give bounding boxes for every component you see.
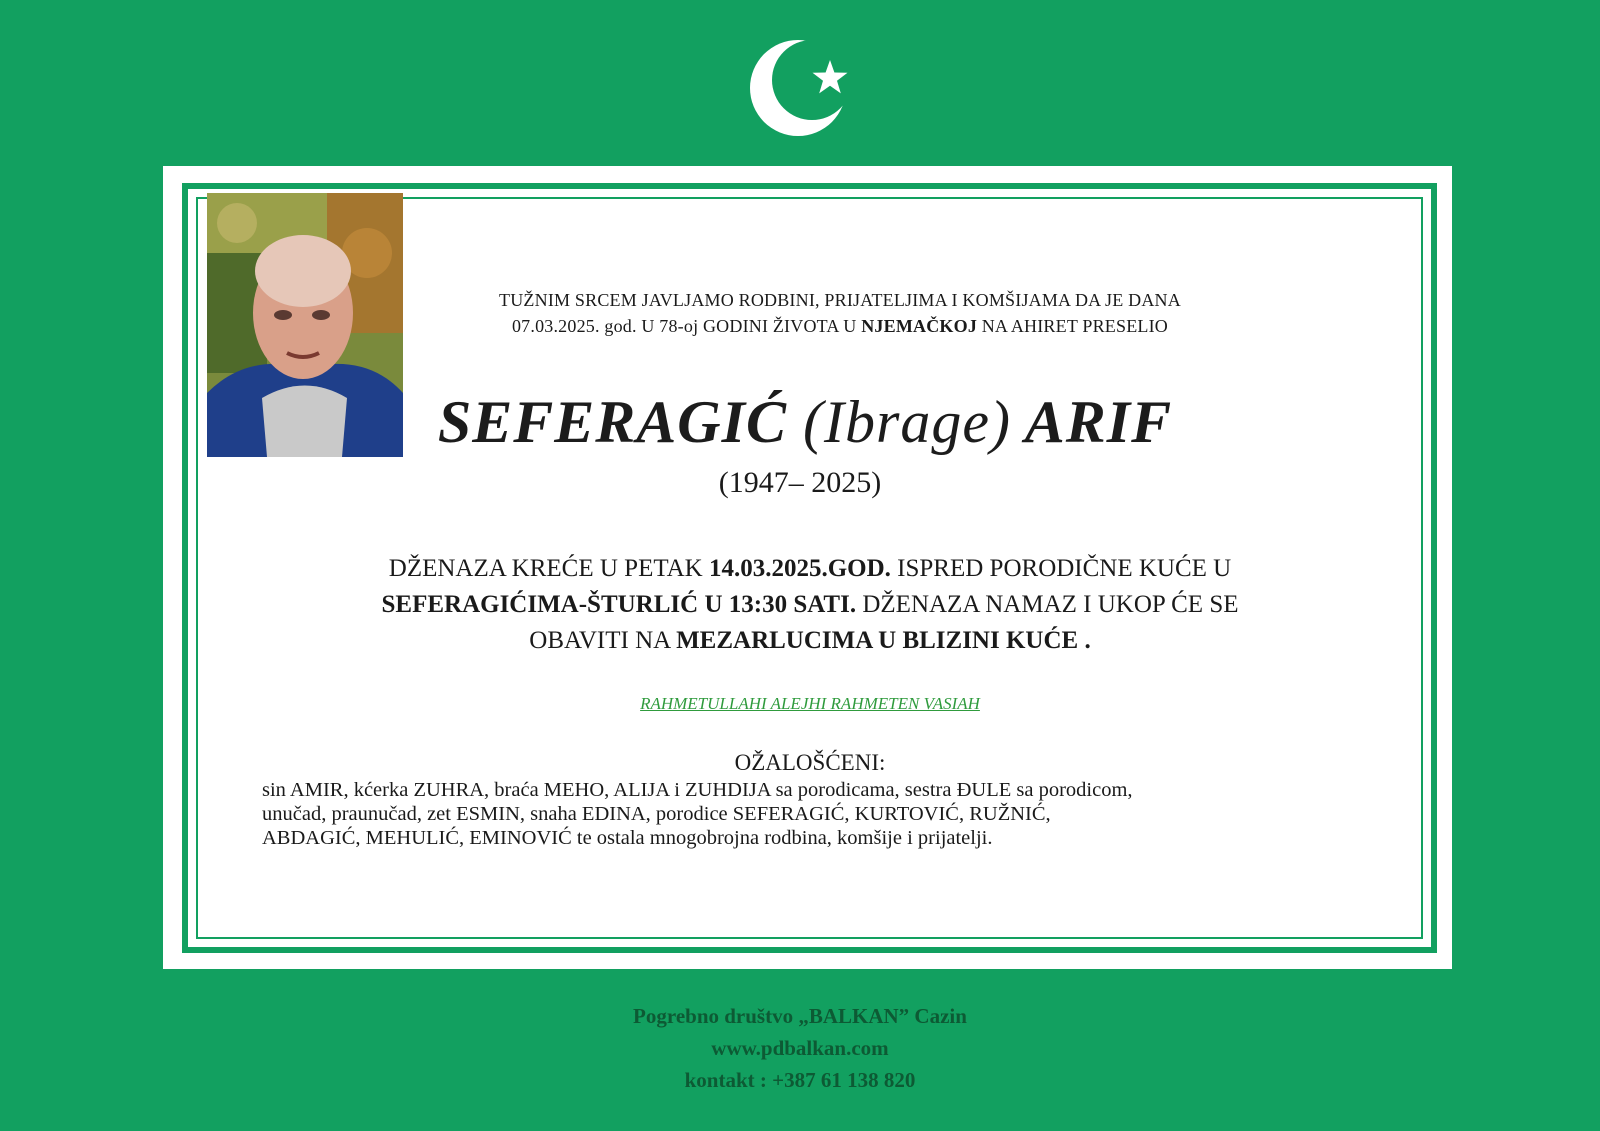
life-years: (1947– 2025)	[718, 466, 882, 499]
deceased-name	[405, 388, 1205, 457]
funeral-text: DŽENAZA NAMAZ I UKOP ĆE SE	[856, 591, 1239, 618]
funeral-place-time: SEFERAGIĆIMA-ŠTURLIĆ U 13:30 SATI.	[381, 591, 857, 618]
mourners-list	[262, 778, 1342, 850]
intro-country: NJEMAČKOJ	[861, 316, 978, 336]
intro-line-1: TUŽNIM SRCEM JAVLJAMO RODBINI, PRIJATELJIMA I KOMŠIJAMA DA JE DANA	[499, 290, 1181, 310]
company-website[interactable]: www.pdbalkan.com	[711, 1036, 889, 1060]
company-contact: kontakt : +387 61 138 820	[684, 1068, 916, 1092]
portrait-photo	[207, 193, 403, 457]
intro-date-text: 07.03.2025. god. U 78-oj GODINI ŽIVOTA U	[511, 316, 862, 336]
mourners-title: OŽALOŠĆENI:	[734, 750, 886, 775]
intro-ahiret-text: NA AHIRET PRESELIO	[977, 316, 1168, 336]
deceased-father-name: (Ibrage)	[803, 389, 1011, 455]
funeral-text: DŽENAZA KREĆE U PETAK	[388, 555, 709, 582]
mourners-line: unučad, praunučad, zet ESMIN, snaha EDINA, porodice SEFERAGIĆ, KURTOVIĆ, RUŽNIĆ,	[262, 803, 1051, 825]
announcement-intro	[420, 287, 1260, 339]
rahmet-prayer: RAHMETULLAHI ALEJHI RAHMETEN VASIAH	[640, 694, 980, 713]
crescent-star-icon	[750, 34, 860, 144]
mourners-line: sin AMIR, kćerka ZUHRA, braća MEHO, ALIJA i ZUHDIJA sa porodicama, sestra ĐULE sa porodicom,	[262, 779, 1133, 801]
intro-line-2	[420, 313, 1260, 339]
funeral-text: OBAVITI NA	[529, 627, 677, 654]
burial-place: MEZARLUCIMA U BLIZINI KUĆE .	[676, 627, 1091, 654]
funeral-line-2	[260, 587, 1360, 623]
deceased-surname: SEFERAGIĆ	[437, 389, 788, 455]
deceased-given-name: ARIF	[1024, 389, 1173, 455]
funeral-date: 14.03.2025.GOD.	[708, 555, 891, 582]
mourners-line: ABDAGIĆ, MEHULIĆ, EMINOVIĆ te ostala mnogobrojna rodbina, komšije i prijatelji.	[262, 827, 993, 849]
funeral-text: ISPRED PORODIČNE KUĆE U	[890, 555, 1232, 582]
funeral-details	[260, 551, 1360, 659]
funeral-line-3	[260, 623, 1360, 659]
funeral-company-footer	[500, 1000, 1100, 1096]
funeral-line-1	[260, 551, 1360, 587]
company-name: Pogrebno društvo „BALKAN” Cazin	[633, 1004, 967, 1028]
